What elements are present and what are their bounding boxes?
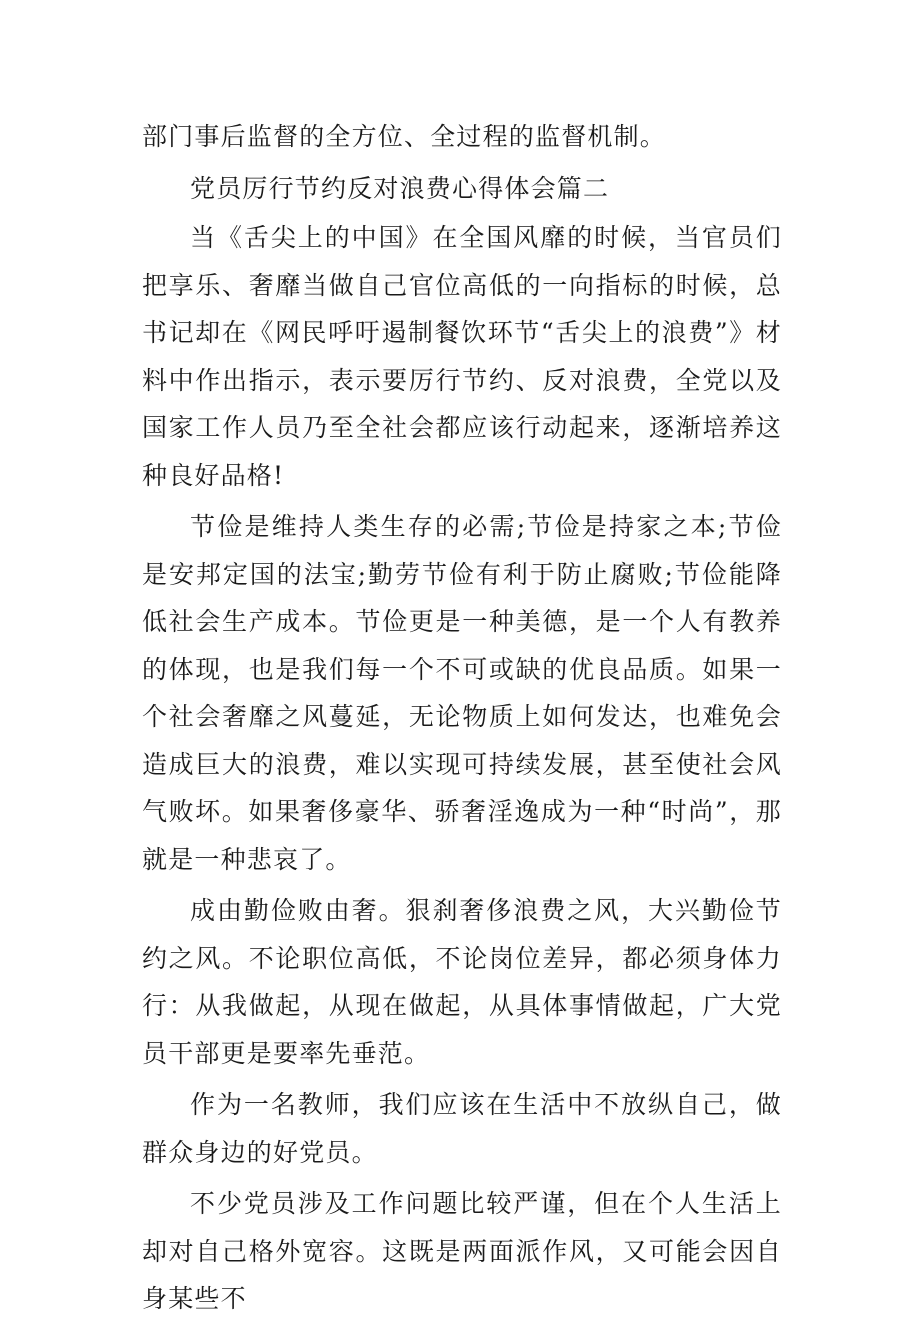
body-paragraph: 不少党员涉及工作问题比较严谨，但在个人生活上却对自己格外宽容。这既是两面派作风，又可能会因自身某些不 [142, 1189, 782, 1313]
document-body [142, 113, 782, 1327]
body-paragraph: 节俭是维持人类生存的必需;节俭是持家之本;节俭是安邦定国的法宝;勤劳节俭有利于防止腐败;节俭能降低社会生产成本。节俭更是一种美德，是一个人有教养的体现，也是我们每一个不可或缺的优良品质。如果一个社会奢靡之风蔓延，无论物质上如何发达，也难免会造成巨大的浪费，难以实现可持续发展，甚至使社会风气败坏。如果奢侈豪华、骄奢淫逸成为一种“时尚”，那就是一种悲哀了。 [142, 512, 782, 874]
body-paragraph: 作为一名教师，我们应该在生活中不放纵自己，做群众身边的好党员。 [142, 1090, 782, 1167]
body-paragraph: 当《舌尖上的中国》在全国风靡的时候，当官员们把享乐、奢靡当做自己官位高低的一向指标的时候，总书记却在《网民呼吁遏制餐饮环节“舌尖上的浪费”》材料中作出指示，表示要厉行节约、反对浪费，全党以及国家工作人员乃至全社会都应该行动起来，逐渐培养这种良好品格! [142, 223, 782, 490]
section-heading: 党员厉行节约反对浪费心得体会篇二 [190, 173, 610, 203]
continuation-paragraph: 部门事后监督的全方位、全过程的监督机制。 [142, 122, 667, 151]
body-paragraph: 成由勤俭败由奢。狠刹奢侈浪费之风，大兴勤俭节约之风。不论职位高低，不论岗位差异，都必须身体力行：从我做起，从现在做起，从具体事情做起，广大党员干部更是要率先垂范。 [142, 896, 782, 1068]
